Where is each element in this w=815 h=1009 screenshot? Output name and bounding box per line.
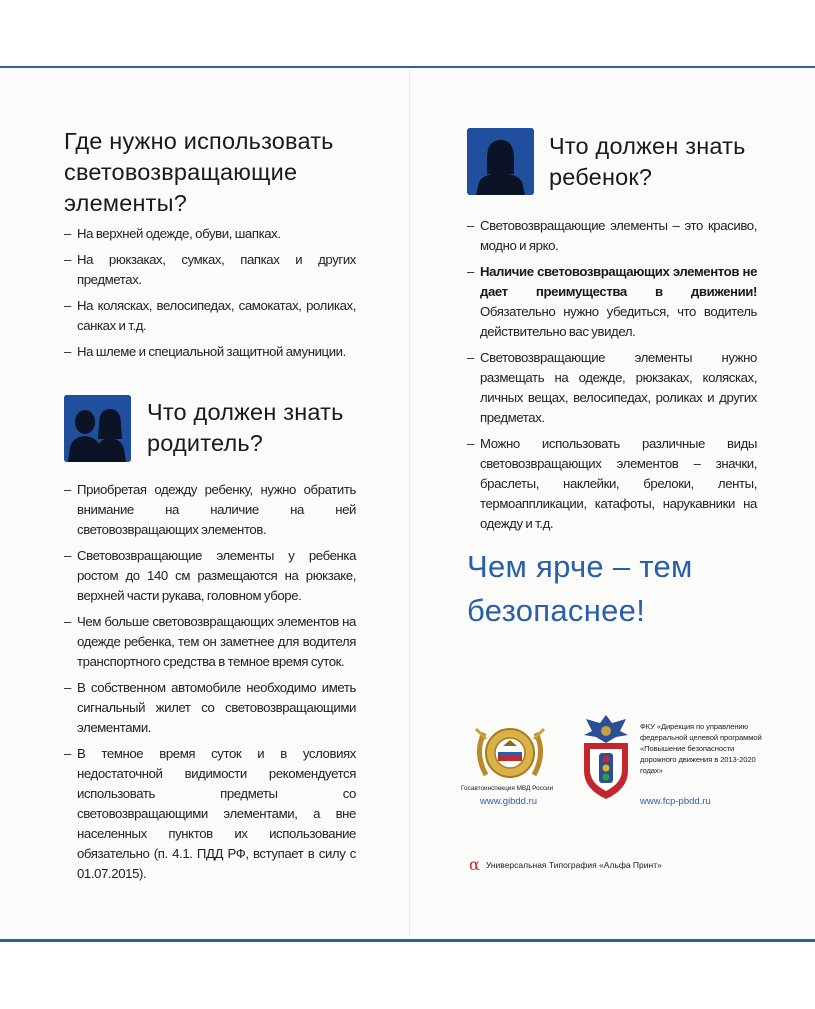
list-item: – Можно использовать различные виды световозвращающих элементов – значки, браслеты, наклейки, брелоки, ленты, термоаппликации, катафоты, нарукавники на одежду и т.д. — [467, 436, 757, 531]
list-item: – На колясках, велосипедах, самокатах, роликах, санках и т.д. — [64, 298, 356, 333]
fold-line — [409, 70, 410, 936]
list-item: – На верхней одежде, обуви, шапках. — [64, 226, 281, 241]
gibdd-link[interactable]: www.gibdd.ru — [480, 796, 538, 807]
list-item: – Приобретая одежду ребенку, нужно обратить внимание на наличие на ней световозвращающих элементов. — [64, 482, 356, 537]
child-heading — [549, 131, 769, 193]
list-item: – Световозвращающие элементы у ребенка ростом до 140 см размещаются на рюкзаке, верхней части рукава, головном уборе. — [64, 548, 356, 603]
where-heading — [64, 126, 384, 219]
parent-bullet-list — [64, 480, 356, 890]
list-item: – Чем больше световозвращающих элементов на одежде ребенка, тем он заметнее для водителя транспортного средства в темное время суток. — [64, 614, 356, 669]
list-item: – В собственном автомобиле необходимо иметь сигнальный жилет со световозвращающими элементами. — [64, 680, 356, 735]
parent-heading — [147, 397, 367, 459]
child-person-icon — [467, 128, 534, 195]
two-persons-icon — [64, 395, 131, 462]
list-item: – В темное время суток и в условиях недостаточной видимости рекомендуется использовать предметы со световозвращающими элементами, а вне населенных пунктов их использование обязательно (п. 4.1. ПДД РФ, вступает в силу с 01.07.2015). — [64, 746, 356, 881]
slogan-line-2: безопаснее! — [467, 593, 646, 628]
child-title-line-2: ребенок? — [549, 164, 653, 190]
gibdd-emblem-icon — [470, 715, 550, 792]
alpha-print-logo-icon: α — [469, 855, 480, 874]
slogan-line-1: Чем ярче – тем — [467, 549, 693, 584]
list-item: – Световозвращающие элементы нужно размещать на одежде, рюкзаках, колясках, личных вещах, велосипедах, роликах и других предметах. — [467, 350, 757, 425]
where-title-line-3: элементы? — [64, 190, 187, 216]
fcp-emblem-icon — [578, 713, 634, 806]
child-bullet-list — [467, 216, 757, 540]
where-title-line-2: световозвращающие — [64, 159, 298, 185]
printer-name: Универсальная Типография «Альфа Принт» — [485, 860, 662, 870]
parent-title-line-2: родитель? — [147, 430, 264, 456]
child-title-line-1: Что должен знать — [549, 133, 746, 159]
list-item: – Наличие световозвращающих элементов не дает преимущества в движении! Обязательно нужно убедиться, что водитель действительно вас увидел. — [467, 264, 757, 339]
parent-title-line-1: Что должен знать — [147, 399, 344, 425]
list-item: – Световозвращающие элементы – это красиво, модно и ярко. — [467, 218, 757, 253]
gibdd-caption: Госавтоинспекция МВД России — [461, 785, 554, 792]
fcp-caption: ФКУ «Дирекция по управлению федеральной целевой программой «Повышение безопасности дорожного движения в 2013-2020 годах» — [640, 722, 762, 775]
where-bullet-list — [64, 224, 356, 368]
where-title-line-1: Где нужно использовать — [64, 128, 334, 154]
list-item: – На рюкзаках, сумках, папках и других предметах. — [64, 252, 356, 287]
list-item: – На шлеме и специальной защитной амуниции. — [64, 344, 346, 359]
printer-credit — [469, 855, 662, 874]
slogan — [467, 545, 767, 633]
fcp-link[interactable]: www.fcp-pbdd.ru — [640, 796, 711, 807]
